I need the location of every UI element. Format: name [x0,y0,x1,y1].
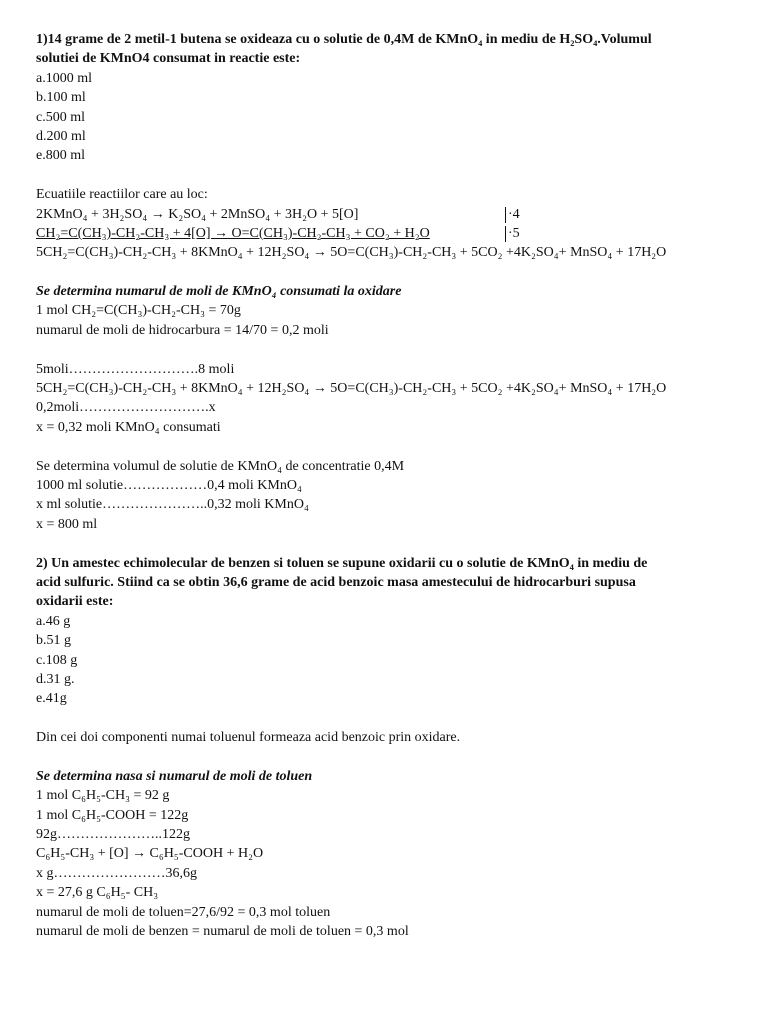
calc-line-2: 5CH₂=C(CH₃)-CH₂-CH₃ + 8KMnO₄ + 12H₂SO₄ → 5O=C(CH₃)-CH₂-CH₃ + 5CO₂ +4K₂SO₄+ MnSO₄ + 17H₂O [36,381,667,397]
problem-2-line-6: x = 27,6 g C₆H₅- CH₃ [36,885,159,901]
equations-heading: Ecuatiile reactiilor care au loc: [36,187,208,203]
problem-2-line-1: 1 mol C₆H₅-CH₃ = 92 g [36,788,170,804]
problem-2-option-d: d.31 g. [36,671,75,687]
problem-2-question-line-3: oxidarii este: [36,594,114,610]
problem-2-line-3: 92g…………………..122g [36,827,190,843]
equation-total: 5CH₂=C(CH₃)-CH₂-CH₃ + 8KMnO₄ + 12H₂SO₄ → 5O=C(CH₃)-CH₂-CH₃ + 5CO₂ +4K₂SO₄+ MnSO₄ + 17H₂O [36,245,667,261]
problem-2-option-e: e.41g [36,691,67,707]
volume-line-4: x = 800 ml [36,516,98,532]
section-1-line-1: 1 mol CH₂=C(CH₃)-CH₂-CH₃ = 70g [36,303,241,319]
problem-1-option-d: d.200 ml [36,128,86,144]
problem-2-question-line-2: acid sulfuric. Stiind ca se obtin 36,6 grame de acid benzoic masa amestecului de hidrocarburi supusa [36,574,636,590]
problem-2-line-4: C₆H₅-CH₃ + [O] → C₆H₅-COOH + H₂O [36,846,264,862]
problem-1-option-a: a.1000 ml [36,70,92,86]
problem-1-option-b: b.100 ml [36,90,86,106]
equation-1-row [36,205,732,224]
problem-1-question-line-1: 1)14 grame de 2 metil-1 butena se oxideaza cu o solutie de 0,4M de KMnO₄ in mediu de H₂SO₄.Volumul [36,32,652,47]
problem-2-question-line-1: 2) Un amestec echimolecular de benzen si toluen se supune oxidarii cu o solutie de KMnO₄ in mediu de [36,555,648,571]
calc-line-1: 5moli……………………….8 moli [36,361,235,377]
equation-2-row [36,224,732,243]
volume-line-3: x ml solutie…………………..0,32 moli KMnO₄ [36,497,309,513]
problem-2-line-7: numarul de moli de toluen=27,6/92 = 0,3 mol toluen [36,904,331,920]
problem-2-line-8: numarul de moli de benzen = numarul de moli de toluen = 0,3 mol [36,923,409,939]
problem-1-option-c: c.500 ml [36,109,85,125]
volume-line-2: 1000 ml solutie………………0,4 moli KMnO₄ [36,477,302,493]
equation-2: CH₂=C(CH₃)-CH₂-CH₃ + 4[O] → O=C(CH₃)-CH₂-CH₃ + CO₂ + H₂O [36,225,430,241]
calc-line-4: x = 0,32 moli KMnO₄ consumati [36,419,221,435]
calc-line-3: 0,2moli……………………….x [36,400,216,416]
problem-2-line-5: x g……………………36,6g [36,865,197,881]
problem-1-question-line-2: solutiei de KMnO4 consumat in reactie este: [36,51,301,67]
problem-2-option-c: c.108 g [36,652,78,668]
volume-line-1: Se determina volumul de solutie de KMnO₄ de concentratie 0,4M [36,458,405,474]
equation-1-multiplier: ·4 [508,205,520,224]
section-1-line-2: numarul de moli de hidrocarbura = 14/70 = 0,2 moli [36,322,329,338]
problem-1-option-e: e.800 ml [36,148,85,164]
problem-2-option-a: a.46 g [36,613,71,629]
problem-2-line-2: 1 mol C₆H₅-COOH = 122g [36,807,189,823]
section-1-title: Se determina numarul de moli de KMnO₄ consumati la oxidare [36,284,402,300]
problem-2-note: Din cei doi componenti numai toluenul formeaza acid benzoic prin oxidare. [36,730,461,746]
problem-2-section-title: Se determina nasa si numarul de moli de toluen [36,768,313,784]
equation-1: 2KMnO₄ + 3H₂SO₄ → K₂SO₄ + 2MnSO₄ + 3H₂O + 5[O] [36,206,359,222]
equation-2-multiplier: ·5 [508,224,520,243]
problem-2-option-b: b.51 g [36,633,71,649]
